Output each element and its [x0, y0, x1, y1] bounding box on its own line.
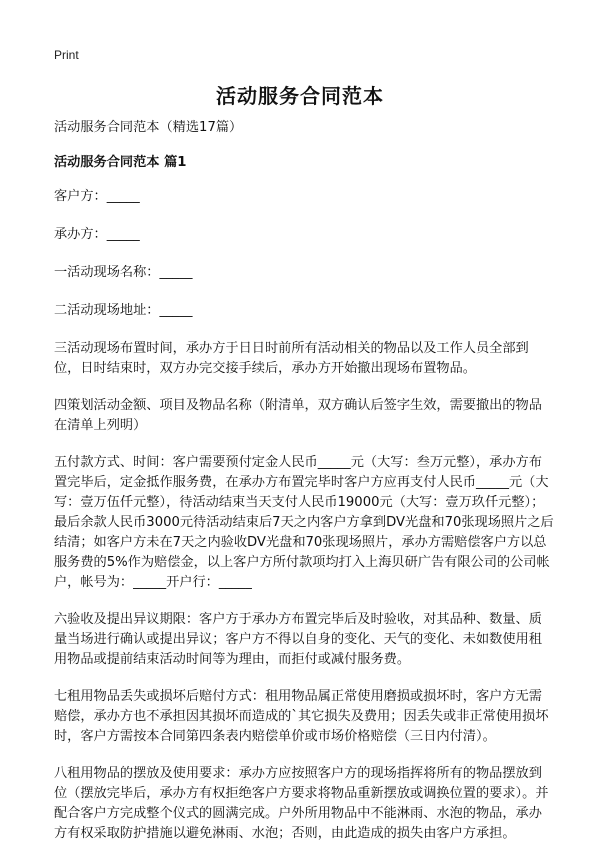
customer-field: 客户方：_____ — [54, 189, 140, 204]
print-label[interactable]: Print — [54, 48, 79, 62]
document-subtitle: 活动服务合同范本（精选17篇） — [54, 120, 243, 135]
document-body — [54, 118, 554, 861]
document-title: 活动服务合同范本 — [216, 84, 384, 108]
clause-amount-items: 四策划活动金额、项目及物品名称（附清单，双方确认后签字生效，需要撤出的物品在清单上列明） — [54, 398, 542, 433]
clause-loss-damage: 七租用物品丢失或损坏后赔付方式：租用物品属正常使用磨损或损坏时，客户方无需赔偿，承办方也不承担因其损坏而造成的`其它损失及费用；因丢失或非正常使用损坏时，客户方需按本合同第四条表内赔偿单价或市场价格赔偿（三日内付清）。 — [54, 689, 549, 744]
venue-address-field: 二活动现场地址：_____ — [54, 303, 193, 318]
clause-acceptance: 六验收及提出异议期限：客户方于承办方布置完毕后及时验收，对其品种、数量、质量当场进行确认或提出异议；客户方不得以自身的变化、天气的变化、未如数使用租用物品或提前结束活动时间等为理由，而拒付或减付服务费。 — [54, 612, 542, 667]
clause-setup-time: 三活动现场布置时间，承办方于日日时前所有活动相关的物品以及工作人员全部到位，日时结束时，双方办完交接手续后，承办方开始撤出现场布置物品。 — [54, 341, 529, 376]
contractor-field: 承办方：_____ — [54, 227, 140, 242]
clause-payment: 五付款方式、时间：客户需要预付定金人民币_____元（大写：叁万元整），承办方布置完毕后，定金抵作服务费，在承办方布置完毕时客户方应再支付人民币_____元（大写：壹万伍仟元整），待活动结束当天支付人民币19000元（大写：壹万玖仟元整）；最后余款人民币3000元待活动结束后7天之内客户方拿到DV光盘和70张现场照片之后结清；如客户方未在7天之内验收DV光盘和70张现场照片，承办方需赔偿客户方以总服务费的5%作为赔偿金，以上客户方所付款项均打入上海贝研广告有限公司的公司帐户，帐号为：_____开户行：_____ — [54, 455, 554, 590]
clause-placement-use: 八租用物品的摆放及使用要求：承办方应按照客户方的现场指挥将所有的物品摆放到位（摆放完毕后，承办方有权拒绝客户方要求将物品重新摆放或调换位置的要求）。并配合客户方完成整个仪式的圆满完成。户外所用物品中不能淋雨、水泡的物品，承办方有权采取防护措施以避免淋雨、水泡；否则，由此造成的损失由客户方承担。 — [54, 766, 549, 841]
venue-name-field: 一活动现场名称：_____ — [54, 265, 193, 280]
section-heading: 活动服务合同范本 篇1 — [54, 155, 187, 170]
